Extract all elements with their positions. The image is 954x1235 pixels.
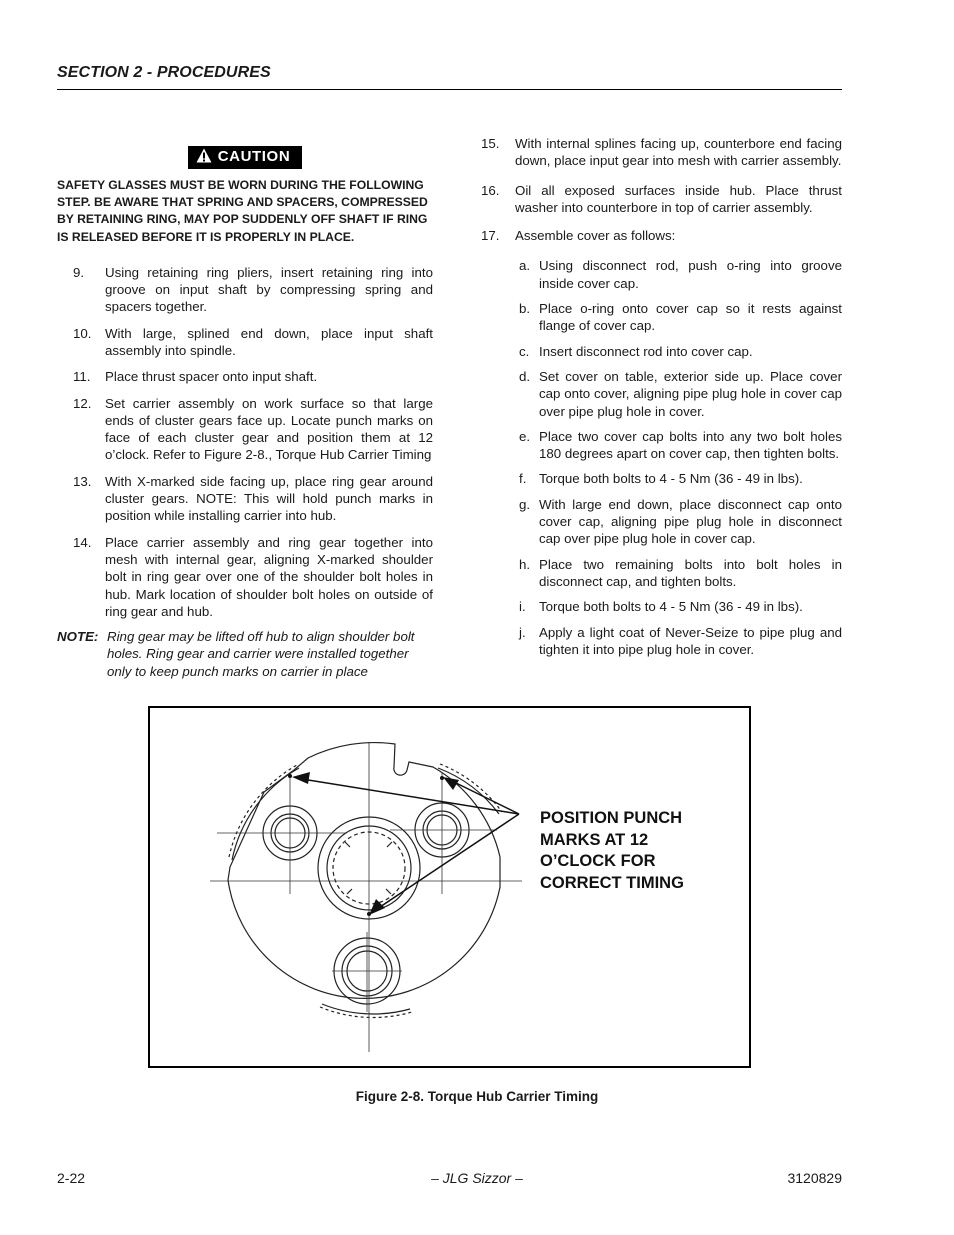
substep-text: Torque both bolts to 4 - 5 Nm (36 - 49 in lbs). [539,599,803,615]
step-text: Using retaining ring pliers, insert retaining ring into groove on input shaft by compressing spring and spacers together. [105,264,433,315]
step-text: With internal splines facing up, counterbore end facing down, place input gear into mesh with carrier assembly. [515,136,842,169]
step-number: 14. [73,534,92,550]
substep-item [481,624,842,659]
figure-caption: Figure 2-8. Torque Hub Carrier Timing [355,1089,599,1104]
substep-letter: d. [519,368,531,384]
step-item [481,135,842,170]
figure-callout: POSITION PUNCH MARKS AT 12 O’CLOCK FOR CORRECT TIMING [540,809,684,892]
substep-text: Place o-ring onto cover cap so it rests against flange of cover cap. [539,301,842,334]
substep-item [481,343,842,360]
step-item [57,368,433,385]
carrier-outline [228,743,500,999]
substep-letter: e. [519,428,531,444]
figure-frame [148,706,751,1068]
step-item [57,325,433,360]
left-step-list [57,264,433,620]
substep-letter: b. [519,301,531,317]
header-rule [57,89,842,90]
substep-text: Using disconnect rod, push o-ring into groove inside cover cap. [539,258,842,291]
caution-badge [188,146,303,169]
substep-text: With large end down, place disconnect cap onto cover cap, aligning pipe plug hole in disconnect cap over pipe plug hole in cover cap. [539,496,842,547]
caution-label: CAUTION [217,148,291,165]
step-text: Assemble cover as follows: [515,228,676,244]
step-item [57,473,433,525]
page-number: 2-22 [57,1170,86,1186]
caution-text: SAFETY GLASSES MUST BE WORN DURING THE FOLLOWING STEP. BE AWARE THAT SPRING AND SPACERS, COMPRESSED BY RETAINING RING, MAY POP SUDDENLY OFF SHAFT IF RING IS RELEASED BEFORE IT IS PROPERLY IN PLACE. [57,178,428,244]
substep-item [481,257,842,292]
note [57,628,433,680]
substep-text: Apply a light coat of Never-Seize to pipe plug and tighten it into pipe plug hole in cover. [539,624,842,657]
substep-item [481,496,842,548]
left-column [57,145,433,680]
substep-text: Torque both bolts to 4 - 5 Nm (36 - 49 in lbs). [539,471,803,487]
substep-letter: a. [519,258,531,274]
substep-letter: c. [519,343,530,359]
step-text: Place thrust spacer onto input shaft. [105,369,318,385]
section-title: SECTION 2 - PROCEDURES [57,64,271,81]
substep-letter: g. [519,496,531,512]
note-label: NOTE: [57,629,99,645]
step-item [481,182,842,217]
substep-text: Place two cover cap bolts into any two bolt holes 180 degrees apart on cover cap, then tighten bolts. [539,428,842,462]
step-text: With X-marked side facing up, place ring gear around cluster gears. NOTE: This will hold punch marks in position while installing carrier into hub. [105,473,433,524]
ring-gear-teeth-left [229,765,297,857]
note-text: Ring gear may be lifted off hub to align shoulder bolt holes. Ring gear and carrier were installed together only to keep punch marks on carrier in place [107,629,415,679]
right-column [481,135,842,666]
step-number: 16. [481,182,500,198]
footer-title: – JLG Sizzor – [431,1170,523,1186]
substep-letter: i. [519,599,526,615]
substep-item [481,470,842,487]
step-number: 15. [481,136,500,151]
step-number: 13. [73,473,92,489]
caution-banner [57,146,433,169]
step-item [57,534,433,620]
substep-item [481,556,842,591]
substep-list [481,257,842,658]
substep-item [481,368,842,420]
step-text: Set carrier assembly on work surface so that large ends of cluster gears face up. Locate punch marks on face of each cluster gear and position them at 12 o’clock. Refer to Figure 2-8., Torque Hub Carrier Timing [105,395,433,463]
substep-text: Insert disconnect rod into cover cap. [539,343,753,359]
step-number: 10. [73,325,92,341]
step-number: 9. [73,264,85,280]
step-text: Oil all exposed surfaces inside hub. Place thrust washer into counterbore in top of carrier assembly. [515,182,842,215]
substep-letter: f. [519,471,527,487]
warning-triangle-icon [196,148,212,168]
step-item [57,395,433,464]
substep-text: Place two remaining bolts into bolt holes in disconnect cap, and tighten bolts. [539,556,842,589]
step-item [481,227,842,244]
substep-text: Set cover on table, exterior side up. Place cover cap onto cover, aligning pipe plug hole in cover cap over pipe plug hole in cover. [539,368,842,419]
substep-item [481,428,842,463]
step-number: 11. [73,369,91,385]
step-number: 12. [73,395,92,411]
substep-item [481,300,842,335]
ring-gear-teeth-right [440,764,502,812]
substep-letter: h. [519,556,531,572]
step-text: With large, splined end down, place input shaft assembly into spindle. [105,325,433,358]
substep-item [481,598,842,615]
step-number: 17. [481,228,500,244]
step-text: Place carrier assembly and ring gear together into mesh with internal gear, aligning X-marked shoulder bolt in ring gear over one of the shoulder bolt holes in hub. Mark location of shoulder bolt holes on outside of ring gear and hub. [105,534,433,619]
document-number: 3120829 [787,1170,842,1186]
step-item [57,264,433,316]
substep-letter: j. [519,624,526,640]
